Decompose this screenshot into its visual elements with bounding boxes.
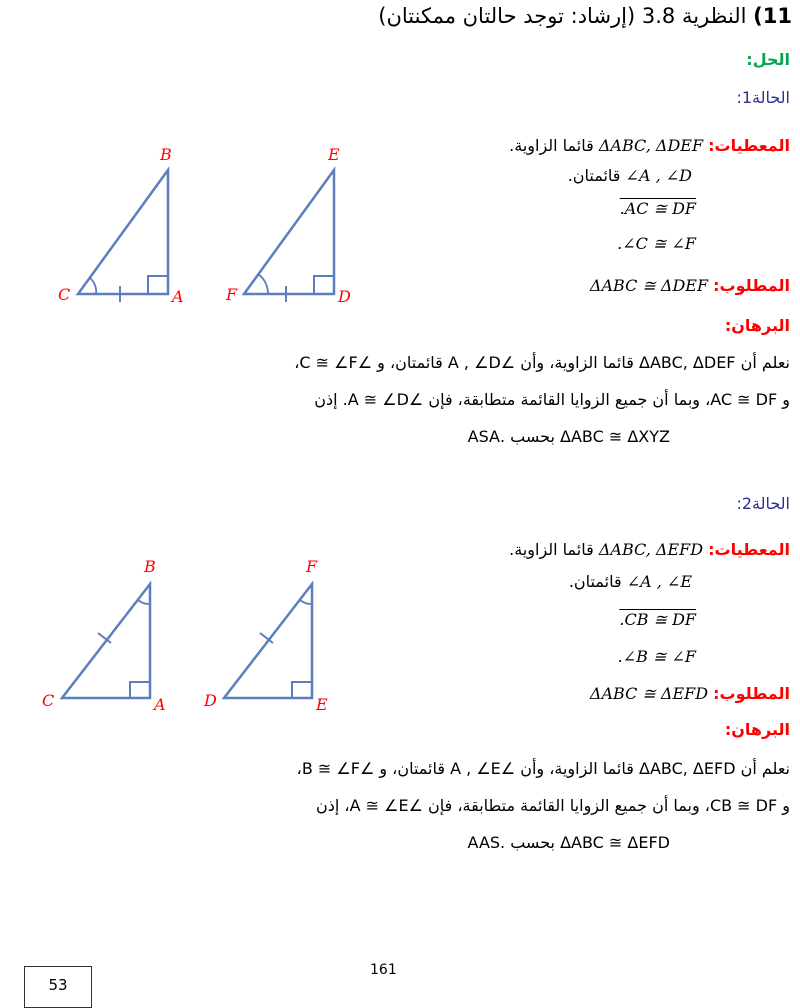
solution-label: الحل: [746, 50, 790, 69]
vertex-label-b: B [160, 145, 172, 164]
case1-required-line [590, 276, 790, 295]
case2-given-label: المعطيات: [708, 540, 790, 559]
vertex-label-c: C [58, 285, 71, 304]
right-angle-mark-a-2 [130, 682, 150, 698]
case1-label: الحالة1: [736, 88, 790, 107]
case1-proof-line3: ΔABC ≅ ΔXYZ بحسب .ASA [467, 427, 670, 446]
vertex-label-b-2: B [144, 557, 156, 576]
triangle-abc-outline-2 [62, 584, 150, 698]
vertex-label-d: D [338, 287, 351, 306]
right-angle-mark-e [292, 682, 312, 698]
case1-right-angles-text: قائمتان. [567, 166, 621, 185]
case1-given-line4: .∠C ≅ ∠F [617, 234, 696, 253]
case1-required-label: المطلوب: [713, 276, 790, 295]
angle-mark-f [258, 274, 268, 294]
case2-right-angles-text: قائمتان. [568, 572, 622, 591]
case2-proof-line2: و CB ≅ DF، وبما أن جميع الزوايا القائمة متطابقة، فإن ∠A ≅ ∠E، إذن [316, 796, 790, 815]
case1-given-line2 [568, 166, 692, 185]
vertex-label-c-2: C [42, 691, 55, 710]
problem-title [12, 4, 792, 28]
case2-given-triangles: ΔABC, ΔEFD [598, 540, 704, 559]
vertex-label-e-2: E [316, 695, 328, 714]
vertex-label-f: F [226, 285, 238, 304]
case1-triangle-def [225, 145, 351, 306]
vertex-label-f-2: F [306, 557, 318, 576]
vertex-label-a-2: A [154, 695, 166, 714]
case1-figure [50, 140, 370, 310]
case1-given-label: المعطيات: [708, 136, 790, 155]
case2-proof-line1: نعلم أن ΔABC, ΔEFD قائما الزاوية، وأن ∠A , ∠E قائمتان، و ∠B ≅ ∠F، [296, 759, 790, 778]
page-number: 161 [370, 962, 397, 978]
right-angle-mark-d [314, 276, 334, 294]
case2-required-label: المطلوب: [713, 684, 790, 703]
problem-number: 11) [753, 4, 792, 28]
vertex-label-d-2: D [204, 691, 217, 710]
angle-mark-b [138, 600, 150, 604]
case1-proof-paragraph [6, 344, 790, 455]
case1-triangle-abc [58, 145, 184, 306]
case1-given-line3: .AC ≅ DF [619, 199, 696, 218]
case2-given-line4: .∠B ≅ ∠F [617, 647, 696, 666]
case1-proof-label: البرهان: [724, 316, 790, 335]
case1-proof-line1: نعلم أن ΔABC, ΔDEF قائما الزاوية، وأن ∠A , ∠D قائمتان، و ∠C ≅ ∠F، [294, 353, 790, 372]
angle-mark-c [90, 278, 96, 294]
vertex-label-e: E [328, 145, 340, 164]
case2-proof-line3: ΔABC ≅ ΔEFD بحسب .AAS [467, 833, 670, 852]
case2-triangle-abc [42, 557, 166, 714]
vertex-label-a: A [172, 287, 184, 306]
case1-proof-line2: و AC ≅ DF، وبما أن جميع الزوايا القائمة متطابقة، فإن ∠A ≅ ∠D. إذن [314, 390, 790, 409]
case1-required-math: ΔABC ≅ ΔDEF [589, 276, 709, 295]
angle-mark-f-2 [300, 600, 312, 604]
case2-required-line [590, 684, 790, 703]
case1-given-line1 [509, 136, 790, 155]
page-box-number: 53 [24, 966, 92, 1008]
case2-required-math: ΔABC ≅ ΔEFD [589, 684, 709, 703]
case1-given-right-text: قائما الزاوية. [509, 136, 594, 155]
case2-triangle-efd [203, 557, 328, 714]
case2-given-line1 [509, 540, 790, 559]
case2-given-right-text: قائما الزاوية. [509, 540, 594, 559]
case2-proof-paragraph [6, 750, 790, 861]
case1-given-triangles: ΔABC, ΔDEF [598, 136, 704, 155]
case2-given-line2 [569, 572, 692, 591]
case1-right-angles: ∠A , ∠D [625, 166, 692, 185]
right-angle-mark-a [148, 276, 168, 294]
case2-right-angles: ∠A , ∠E [626, 572, 692, 591]
case2-given-line3: .CB ≅ DF [619, 610, 696, 629]
case2-figure [40, 548, 360, 718]
case2-proof-label: البرهان: [724, 720, 790, 739]
case2-label: الحالة2: [736, 494, 790, 513]
problem-statement: النظرية 3.8 (إرشاد: توجد حالتان ممكنتان) [378, 4, 747, 28]
triangle-efd-outline [224, 584, 312, 698]
